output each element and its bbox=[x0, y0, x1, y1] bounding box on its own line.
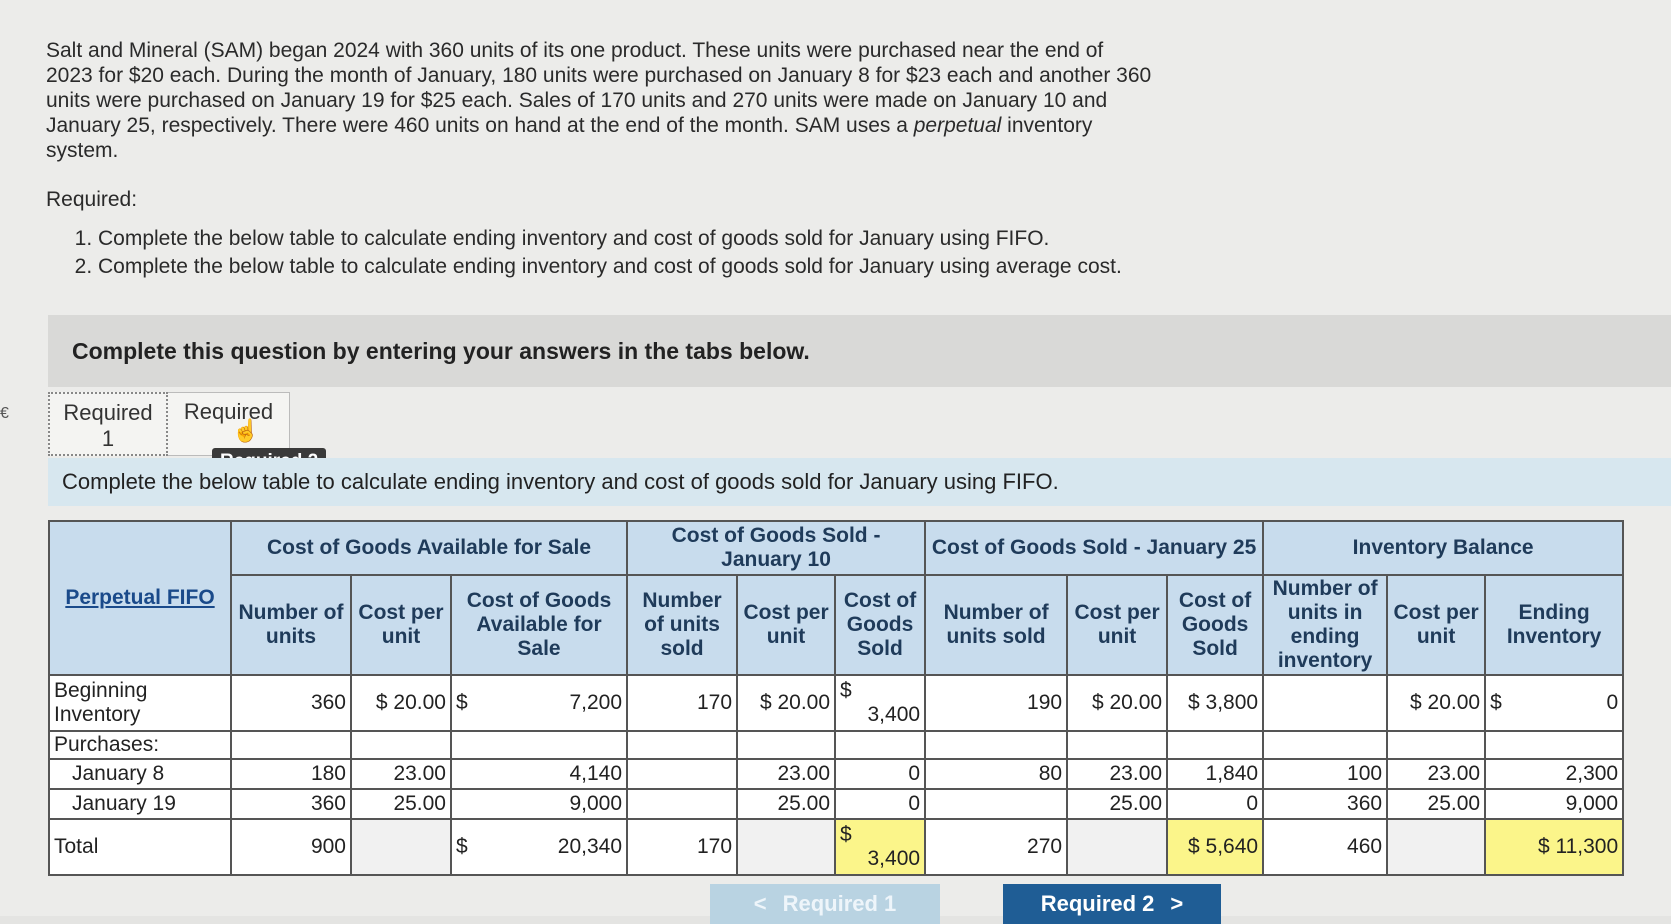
col-header: Cost of Goods Sold bbox=[835, 575, 925, 675]
tab-required-1[interactable]: Required 1 bbox=[48, 392, 168, 456]
cell-units-sold-jan25[interactable]: 80 bbox=[925, 759, 1067, 789]
row-label: January 19 bbox=[49, 789, 231, 819]
cell-ending-units[interactable] bbox=[1263, 675, 1387, 731]
cell-units-sold-jan10[interactable]: 170 bbox=[627, 675, 737, 731]
requirement-item: 2. Complete the below table to calculate ending inventory and cost of goods sold for January using average cost. bbox=[98, 254, 1276, 279]
cell-ending-units[interactable]: 360 bbox=[1263, 789, 1387, 819]
cell-cogas[interactable]: 9,000 bbox=[451, 789, 627, 819]
cell-units-sold-jan10[interactable] bbox=[627, 759, 737, 789]
table-row-beginning bbox=[49, 675, 1623, 731]
cell-cogs-jan10[interactable]: 0 bbox=[835, 759, 925, 789]
cell-cost-per-unit-jan25[interactable]: 25.00 bbox=[1067, 789, 1167, 819]
cell-cost-per-unit[interactable]: 23.00 bbox=[351, 759, 451, 789]
col-header: Ending Inventory bbox=[1485, 575, 1623, 675]
table-row-total bbox=[49, 819, 1623, 875]
next-required-button[interactable]: Required 2 > bbox=[1003, 884, 1221, 924]
tab-required-2[interactable]: Required bbox=[168, 392, 290, 456]
row-label: January 8 bbox=[49, 759, 231, 789]
cell-ending-cost-per-unit[interactable]: $ 20.00 bbox=[1387, 675, 1485, 731]
col-header: Cost of Goods Available for Sale bbox=[451, 575, 627, 675]
cell-cost-per-unit-jan25[interactable]: 23.00 bbox=[1067, 759, 1167, 789]
cell-cost-per-unit-jan10[interactable]: 23.00 bbox=[737, 759, 835, 789]
col-header: Number of units bbox=[231, 575, 351, 675]
cell-cost-per-unit-jan25[interactable]: $ 20.00 bbox=[1067, 675, 1167, 731]
table-row-jan8 bbox=[49, 759, 1623, 789]
cell-units[interactable]: 360 bbox=[231, 675, 351, 731]
cell-ending-units[interactable]: 100 bbox=[1263, 759, 1387, 789]
cell-units[interactable]: 360 bbox=[231, 789, 351, 819]
cell-total-cogs-jan10[interactable]: $ 3,400 bbox=[835, 819, 925, 875]
prev-required-button[interactable]: < Required 1 bbox=[710, 884, 940, 924]
cell-total-cogs-jan25[interactable]: $ 5,640 bbox=[1167, 819, 1263, 875]
group-header-balance: Inventory Balance bbox=[1263, 521, 1623, 575]
chevron-right-icon: > bbox=[1170, 891, 1184, 916]
table-row-purchases bbox=[49, 731, 1623, 759]
cell-cogs-jan10[interactable]: 0 bbox=[835, 789, 925, 819]
cell-total-cogas[interactable]: $ 20,340 bbox=[451, 819, 627, 875]
row-label: Beginning Inventory bbox=[49, 675, 231, 731]
cell-cogs-jan25[interactable]: $ 3,800 bbox=[1167, 675, 1263, 731]
problem-statement bbox=[46, 38, 1276, 282]
col-header: Cost of Goods Sold bbox=[1167, 575, 1263, 675]
group-header-available: Cost of Goods Available for Sale bbox=[231, 521, 627, 575]
fifo-table bbox=[48, 520, 1624, 876]
edge-mark: € bbox=[0, 405, 9, 422]
col-header: Number of units sold bbox=[925, 575, 1067, 675]
row-label: Total bbox=[49, 819, 231, 875]
cell-total-units[interactable]: 900 bbox=[231, 819, 351, 875]
cell-ending-inventory[interactable]: 9,000 bbox=[1485, 789, 1623, 819]
group-header-jan10: Cost of Goods Sold - January 10 bbox=[627, 521, 925, 575]
cell-units[interactable]: 180 bbox=[231, 759, 351, 789]
cell-total-units-sold-jan10[interactable]: 170 bbox=[627, 819, 737, 875]
cell-units-sold-jan25[interactable]: 190 bbox=[925, 675, 1067, 731]
cell-cogs-jan10[interactable]: $ 3,400 bbox=[835, 675, 925, 731]
tab-instruction: Complete the below table to calculate ending inventory and cost of goods sold for January using FIFO. bbox=[48, 458, 1671, 506]
cell-total-ending-inventory[interactable]: $ 11,300 bbox=[1485, 819, 1623, 875]
chevron-left-icon: < bbox=[753, 891, 767, 916]
instruction-banner: Complete this question by entering your answers in the tabs below. bbox=[48, 315, 1671, 387]
cell-cogs-jan25[interactable]: 0 bbox=[1167, 789, 1263, 819]
table-row-jan19 bbox=[49, 789, 1623, 819]
requirements-list bbox=[46, 226, 1276, 279]
cell-cogs-jan25[interactable]: 1,840 bbox=[1167, 759, 1263, 789]
col-header: Cost per unit bbox=[1067, 575, 1167, 675]
cell-total-ending-units[interactable]: 460 bbox=[1263, 819, 1387, 875]
cell-ending-cost-per-unit[interactable]: 25.00 bbox=[1387, 789, 1485, 819]
col-header: Cost per unit bbox=[1387, 575, 1485, 675]
cell-units-sold-jan10[interactable] bbox=[627, 789, 737, 819]
required-heading: Required: bbox=[46, 188, 138, 211]
cell-ending-cost-per-unit[interactable]: 23.00 bbox=[1387, 759, 1485, 789]
row-label: Purchases: bbox=[49, 731, 231, 759]
row-header-perpetual-fifo: Perpetual FIFO bbox=[49, 521, 231, 675]
problem-text: Salt and Mineral (SAM) began 2024 with 360 units of its one product. These units were purchased near the end of 2023 for $20 each. During the month of January, 180 units were purchased on January 8 for $23 each and another 360 units were purchased on January 19 for $25 each. Sales of 170 units and 270 units were made on January 10 and January 25, respectively. There were 460 units on hand at the end of the month. SAM uses a perpetual inventory system. bbox=[46, 39, 1152, 162]
col-header: Cost per unit bbox=[737, 575, 835, 675]
requirement-item: 1. Complete the below table to calculate ending inventory and cost of goods sold for January using FIFO. bbox=[98, 226, 1276, 251]
hand-pointer-icon: ☝ bbox=[232, 418, 260, 443]
cell-cost-per-unit[interactable]: $ 20.00 bbox=[351, 675, 451, 731]
cell-cost-per-unit-jan10[interactable]: 25.00 bbox=[737, 789, 835, 819]
cell-ending-inventory[interactable]: 2,300 bbox=[1485, 759, 1623, 789]
cell-total-units-sold-jan25[interactable]: 270 bbox=[925, 819, 1067, 875]
cell-cogas[interactable]: 4,140 bbox=[451, 759, 627, 789]
col-header: Number of units in ending inventory bbox=[1263, 575, 1387, 675]
col-header: Cost per unit bbox=[351, 575, 451, 675]
cell-cogas[interactable]: $ 7,200 bbox=[451, 675, 627, 731]
cell-ending-inventory[interactable]: $ 0 bbox=[1485, 675, 1623, 731]
col-header: Number of units sold bbox=[627, 575, 737, 675]
cell-units-sold-jan25[interactable] bbox=[925, 789, 1067, 819]
group-header-jan25: Cost of Goods Sold - January 25 bbox=[925, 521, 1263, 575]
cell-cost-per-unit-jan10[interactable]: $ 20.00 bbox=[737, 675, 835, 731]
cell-cost-per-unit[interactable]: 25.00 bbox=[351, 789, 451, 819]
